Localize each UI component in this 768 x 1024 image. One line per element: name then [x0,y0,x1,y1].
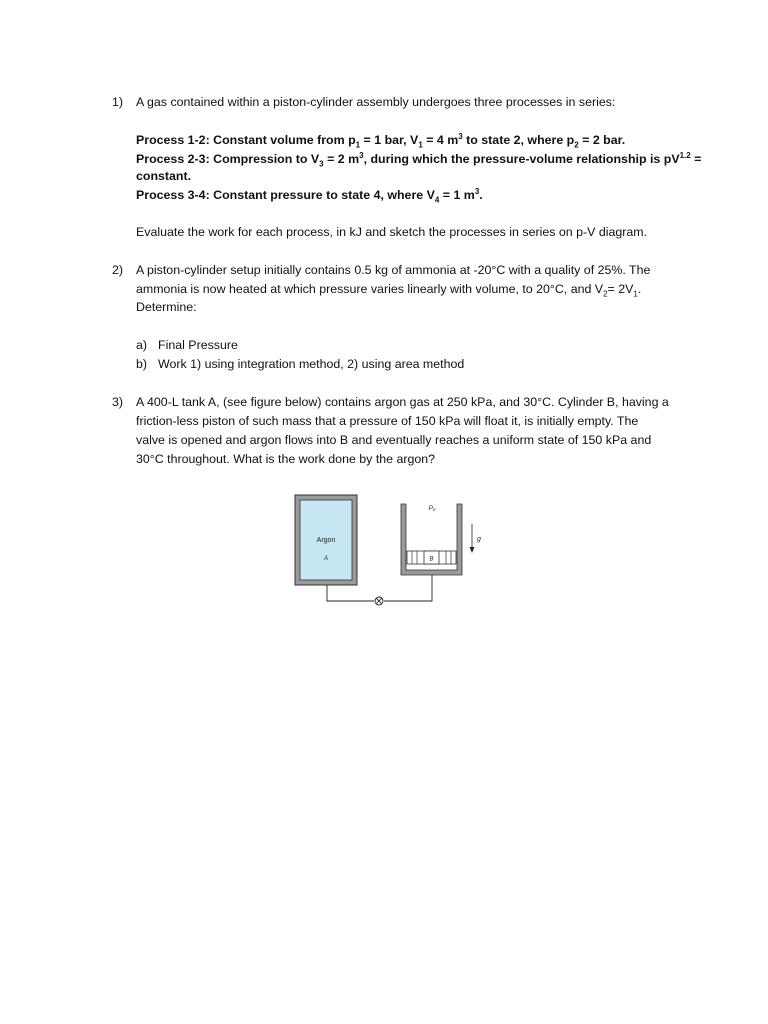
process-1-2-label: Process 1-2: [136,133,210,147]
item-b-text: Work 1) using integration method, 2) using area method [158,357,465,371]
tank-letter: A [323,556,329,562]
problem-3-line-2: friction-less piston of such mass that a pressure of 150 kPa will float it, is initially empty. The [136,414,639,428]
problem-1-task: Evaluate the work for each process, in kJ and sketch the processes in series on p-V diagram. [136,225,648,239]
valve-icon [375,597,383,605]
problem-3-line-4: 30°C throughout. What is the work done by the argon? [136,452,436,466]
problem-3-line-1: A 400-L tank A, (see figure below) contains argon gas at 250 kPa, and 30°C. Cylinder B, having a [136,395,669,409]
tank-label: Argon [316,537,336,544]
problem-2-line-2: ammonia is now heated at which pressure varies linearly with volume, to 20°C, and $V_2= 2V_1$. [136,282,642,299]
process-2-3-continuation: constant. [136,169,192,183]
problem-2-number: 2) [112,263,124,277]
problem-2-line-1: A piston-cylinder setup initially contains 0.5 kg of ammonia at -20°C with a quality of 25%. The [136,263,651,277]
item-a-letter: a) [136,338,148,352]
process-2-3-label: Process 2-3: [136,152,210,166]
process-1-2: Process 1-2: Constant volume from $p_1 = 1$ bar, $V_1 = 4$ $m^3$ to state 2, where $p_2 = 2$ bar. [136,131,626,150]
pipe-left [327,585,374,601]
problem-3-line-3: valve is opened and argon flows into B and eventually reaches a uniform state of 150 kPa and [136,433,652,447]
problem-2-line-3: Determine: [136,300,197,314]
tank-cylinder-figure [290,492,500,612]
item-a-text: Final Pressure [158,338,238,352]
gravity-label: g [477,536,481,543]
problem-1-intro: A gas contained within a piston-cylinder assembly undergoes three processes in series: [136,95,616,109]
pipe-right [384,575,432,601]
process-3-4-label: Process 3-4: [136,188,210,202]
problem-1-number: 1) [112,95,124,109]
cylinder-letter: B [429,556,434,563]
item-b-letter: b) [136,357,148,371]
ambient-pressure-label: P₀ [428,505,436,512]
process-3-4: Process 3-4: Constant pressure to state 4, where $V_4 = 1$ $m^3$. [136,186,483,205]
problem-3-number: 3) [112,395,124,409]
process-2-3: Process 2-3: Compression to $V_3 = 2$ $m^3$, during which the pressure-volume relationship is $pV^{1.2}$ = [136,150,702,169]
